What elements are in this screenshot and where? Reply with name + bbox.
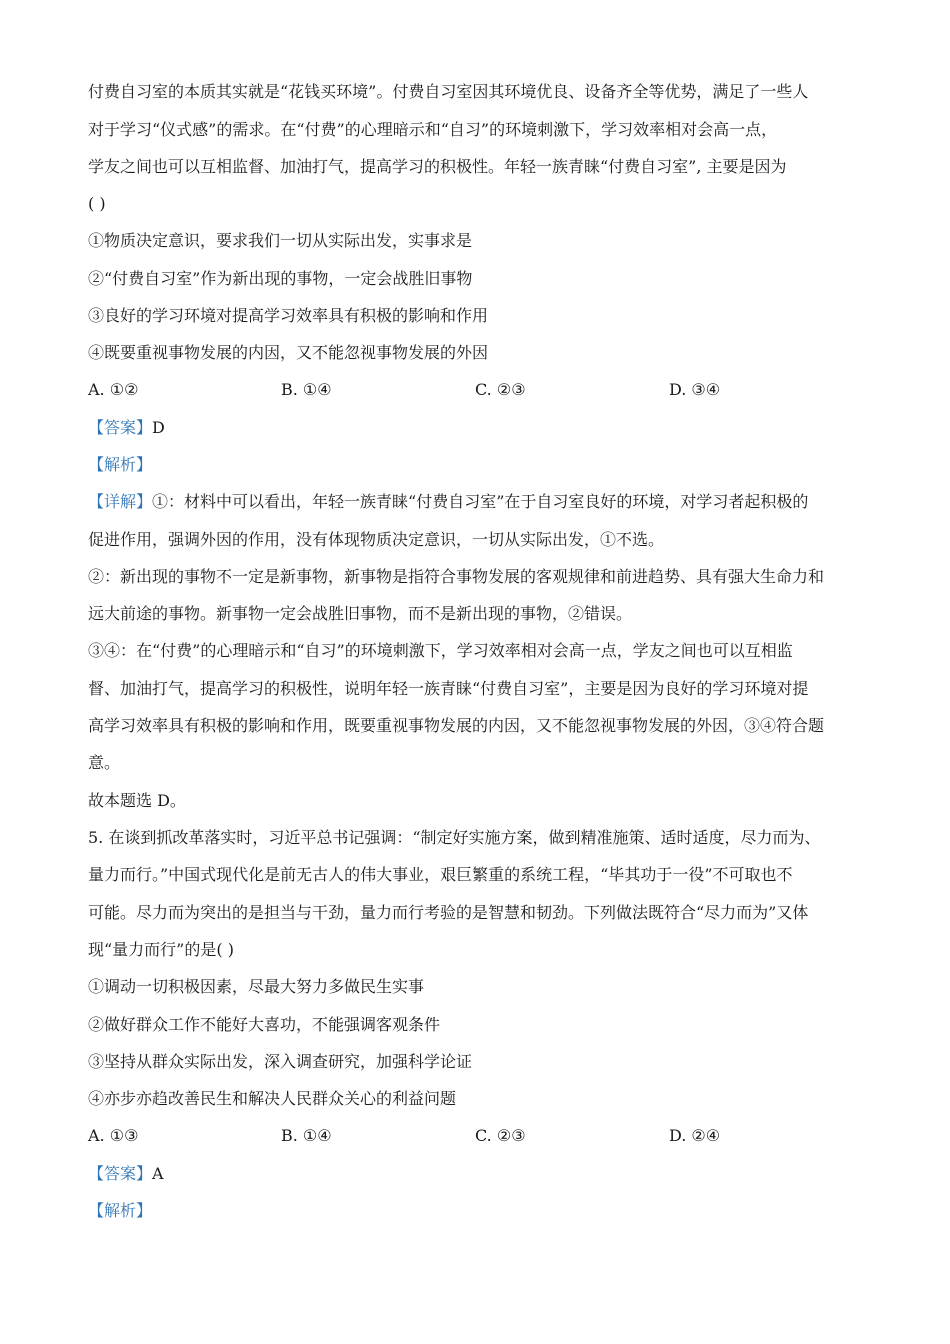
q5-analysis-tag: 【解析】 xyxy=(88,1201,153,1220)
q4-option-d: D. ③④ xyxy=(669,380,721,399)
q4-option-b: B. ①④ xyxy=(281,380,332,399)
q4-detail-line: ②：新出现的事物不一定是新事物，新事物是指符合事物发展的客观规律和前进趋势、具有强大生命力和 xyxy=(88,567,825,586)
q4-stem-line: ( ) xyxy=(88,194,106,213)
q4-stem-line: 付费自习室的本质其实就是“花钱买环境”。付费自习室因其环境优良、设备齐全等优势，满足了一些人 xyxy=(88,82,809,101)
q5-statement: ④亦步亦趋改善民生和解决人民群众关心的利益问题 xyxy=(88,1089,457,1108)
q4-detail-line: 远大前途的事物。新事物一定会战胜旧事物，而不是新出现的事物，②错误。 xyxy=(88,604,633,623)
q5-stem-line: 5. 在谈到抓改革落实时，习近平总书记强调：“制定好实施方案，做到精准施策、适时适度，尽力而为、 xyxy=(88,828,821,847)
q5-statement: ①调动一切积极因素，尽最大努力多做民生实事 xyxy=(88,977,425,996)
detail-text: ①：材料中可以看出，年轻一族青睐“付费自习室”在于自习室良好的环境，对学习者起积极的 xyxy=(152,492,809,511)
q4-detail-line: 督、加油打气，提高学习的积极性，说明年轻一族青睐“付费自习室”，主要是因为良好的学习环境对提 xyxy=(88,679,809,698)
answer-tag: 【答案】 xyxy=(88,418,153,437)
q4-detail-line: 高学习效率具有积极的影响和作用，既要重视事物发展的内因，又不能忽视事物发展的外因，③④符合题 xyxy=(88,716,825,735)
q5-option-d: D. ②④ xyxy=(669,1126,721,1145)
q5-option-b: B. ①④ xyxy=(281,1126,332,1145)
answer-value: A xyxy=(152,1164,164,1183)
q4-statement: ②“付费自习室”作为新出现的事物，一定会战胜旧事物 xyxy=(88,269,473,288)
q4-detail-line: ③④：在“付费”的心理暗示和“自习”的环境刺激下，学习效率相对会高一点，学友之间也可以互相监 xyxy=(88,641,793,660)
q4-stem-line: 对于学习“仪式感”的需求。在“付费”的心理暗示和“自习”的环境刺激下，学习效率相对会高一点， xyxy=(88,120,778,139)
detail-tag: 【详解】 xyxy=(88,492,153,511)
q5-option-a: A. ①③ xyxy=(88,1126,139,1145)
q5-stem-line: 量力而行。”中国式现代化是前无古人的伟大事业，艰巨繁重的系统工程，“毕其功于一役”不可取也不 xyxy=(88,865,793,884)
q4-statement: ①物质决定意识，要求我们一切从实际出发，实事求是 xyxy=(88,231,473,250)
q4-detail-line xyxy=(88,492,808,512)
q4-option-a: A. ①② xyxy=(88,380,139,399)
q4-option-c: C. ②③ xyxy=(475,380,526,399)
q4-stem-line: 学友之间也可以互相监督、加油打气，提高学习的积极性。年轻一族青睐“付费自习室”, 主要是因为 xyxy=(88,157,787,176)
q5-stem-line: 可能。尽力而为突出的是担当与干劲，量力而行考验的是智慧和韧劲。下列做法既符合“尽力而为”又体 xyxy=(88,903,809,922)
q4-answer xyxy=(88,418,165,438)
q4-analysis-tag: 【解析】 xyxy=(88,455,153,474)
q5-statement: ③坚持从群众实际出发，深入调查研究，加强科学论证 xyxy=(88,1052,473,1071)
answer-value: D xyxy=(152,418,165,437)
q5-option-c: C. ②③ xyxy=(475,1126,526,1145)
q5-statement: ②做好群众工作不能好大喜功，不能强调客观条件 xyxy=(88,1015,441,1034)
q5-answer xyxy=(88,1164,164,1184)
q5-stem-line: 现“量力而行”的是( ) xyxy=(88,940,234,959)
q4-detail-line: 意。 xyxy=(88,753,121,772)
q4-conclusion: 故本题选 D。 xyxy=(88,791,186,810)
q4-statement: ④既要重视事物发展的内因，又不能忽视事物发展的外因 xyxy=(88,343,489,362)
q4-statement: ③良好的学习环境对提高学习效率具有积极的影响和作用 xyxy=(88,306,489,325)
q4-detail-line: 促进作用，强调外因的作用，没有体现物质决定意识，一切从实际出发，①不选。 xyxy=(88,530,665,549)
answer-tag: 【答案】 xyxy=(88,1164,153,1183)
